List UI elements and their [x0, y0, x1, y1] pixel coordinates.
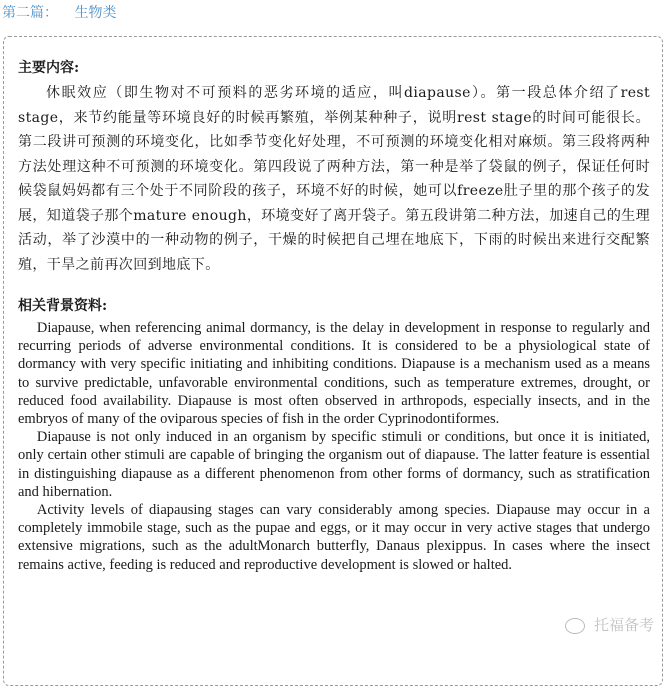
watermark-text: 托福备考	[593, 616, 654, 634]
summary-text: 休眠效应（即生物对不可预料的恶劣环境的适应，叫diapause）。第一段总体介绍了rest stage，来节约能量等环境良好的时候再繁殖，举例某种种子，说明rest stage的时间可能很长。第二段讲可预测的环境变化，比如季节变化好处理，不可预测的环境变化相对麻烦。第三段将两种方法处理这种不可预测的环境变化。第四段说了两种方法，第一种是举了袋鼠的例子，保证任何时候袋鼠妈妈都有三个处于不同阶段的孩子，环境不好的时候，她可以freeze肚子里的那个孩子的发展，知道袋子那个mature enough，环境变好了离开袋子。第五段讲第二种方法，加速自己的生理活动，举了沙漠中的一种动物的例子，干燥的时候把自己埋在地底下，下雨的时候出来进行交配繁殖，干旱之前再次回到地底下。	[18, 85, 651, 273]
background-paragraph-1: Diapause, when referencing animal dormancy, is the delay in development in response to regularly and recurring periods of adverse environmental conditions. It is considered to be a physiological state of dormancy with very specific initiating and inhibiting conditions. Diapause is a mechanism used as a means to survive predictable, unfavorable environmental conditions, such as temperature extremes, drought, or reduced food availability. Diapause is most often observed in arthropods, especially insects, and in the embryos of many of the oviparous species of fish in the order Cyprinodontiformes.	[18, 320, 650, 428]
page-header	[2, 2, 116, 24]
background-paragraph-2: Diapause is not only induced in an organism by specific stimuli or conditions, but once it is initiated, only certain other stimuli are capable of bringing the organism out of diapause. The latter feature is essential in distinguishing diapause as a different phenomenon from other forms of dormancy, such as stratification and hibernation.	[18, 429, 650, 500]
summary-heading: 主要内容:	[18, 60, 80, 76]
section-category: 生物类	[74, 5, 117, 21]
background-paragraph-3: Activity levels of diapausing stages can vary considerably among species. Diapause may occur in a completely immobile stage, such as the pupae and eggs, or it may occur in very active stages that undergo extensive migrations, such as the adultMonarch butterfly, Danaus plexippus. In cases where the insect remains active, feeding is reduced and reproductive development is slowed or halted.	[18, 502, 650, 573]
wechat-icon	[565, 618, 585, 634]
scanned-text-image	[18, 57, 650, 574]
section-number: 第二篇：	[2, 5, 58, 21]
content-box	[3, 36, 663, 686]
watermark	[565, 614, 654, 635]
background-heading: 相关背景资料:	[18, 298, 108, 314]
